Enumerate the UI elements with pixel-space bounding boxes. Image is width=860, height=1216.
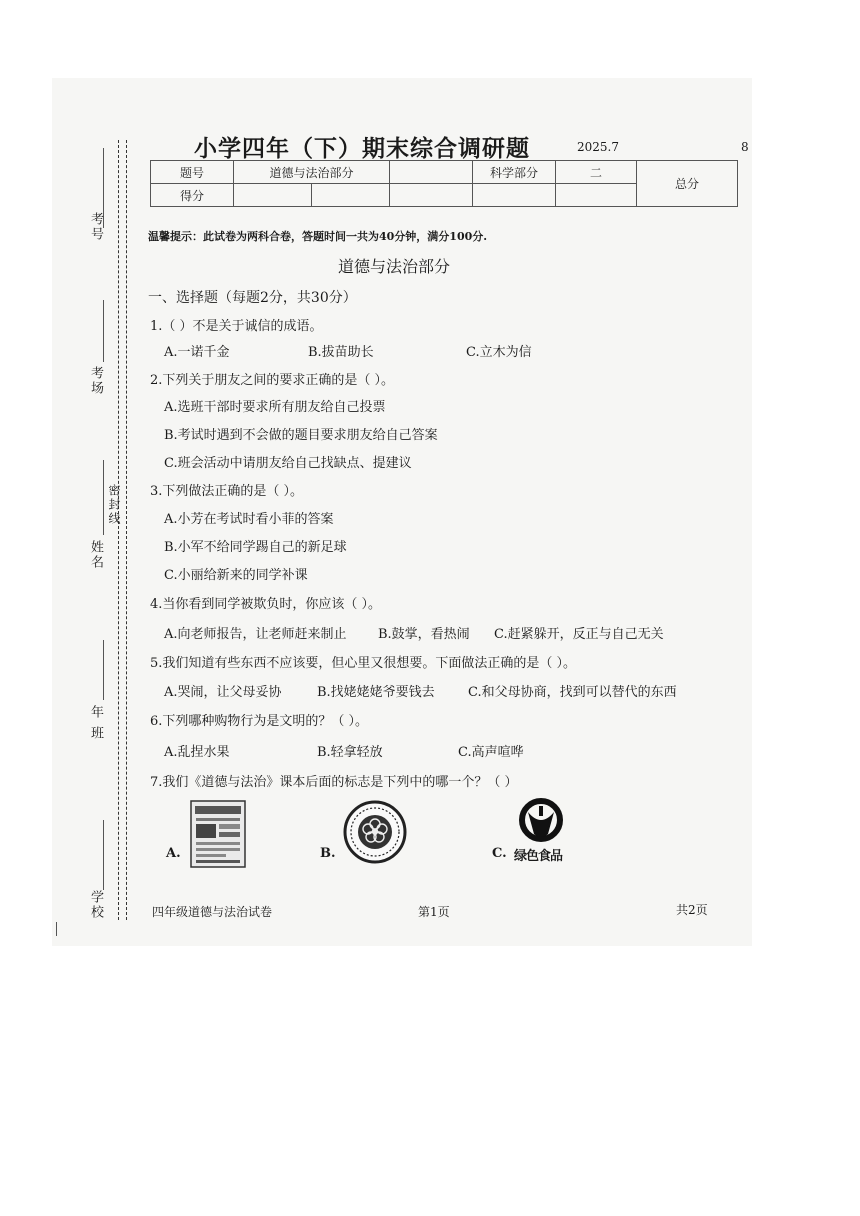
exam-date: 2025.7 (577, 140, 619, 154)
option-a[interactable]: A. (166, 846, 181, 861)
option-a[interactable]: A.一诺千金 (164, 345, 230, 360)
score-cell[interactable] (390, 184, 473, 207)
room-label: 考场 (88, 366, 103, 396)
option-a[interactable]: A.哭闹，让父母妥协 (164, 685, 282, 700)
option-c[interactable]: C.班会活动中请朋友给自己找缺点、提建议 (164, 456, 412, 471)
score-cell[interactable] (556, 184, 637, 207)
score-cell[interactable] (473, 184, 556, 207)
option-b[interactable]: B.拔苗助长 (308, 345, 374, 360)
option-b[interactable]: B. (320, 846, 336, 861)
notice-text: 温馨提示：此试卷为两科合卷，答题时间一共为40分钟，满分100分. (148, 230, 488, 243)
question-stem: 4.当你看到同学被欺负时，你应该（ ）。 (150, 597, 382, 612)
option-a[interactable]: A.选班干部时要求所有朋友给自己投票 (164, 400, 386, 415)
total-header: 总分 (637, 161, 738, 207)
question-stem: 3.下列做法正确的是（ ）。 (150, 484, 304, 499)
total-pages: 共2页 (676, 903, 708, 917)
question-stem: 1.（ ）不是关于诚信的成语。 (150, 319, 323, 334)
option-a-book-cover-image (190, 800, 246, 872)
option-a[interactable]: A.乱捏水果 (164, 745, 230, 760)
row-label-qno: 题号 (151, 161, 234, 184)
option-b[interactable]: B.鼓掌，看热闹 (378, 627, 470, 642)
seal-line-outer (118, 140, 119, 920)
class-blank (103, 640, 104, 700)
score-cell[interactable] (234, 184, 312, 207)
green-food-text: 绿色食品 (514, 849, 563, 864)
question-stem: 7.我们《道德与法治》课本后面的标志是下列中的哪一个？（ ） (150, 775, 518, 790)
question-stem: 5.我们知道有些东西不应该要，但心里又很想要。下面做法正确的是（ ）。 (150, 656, 577, 671)
edge-mark: 8 (741, 140, 749, 154)
school-label: 学校 (88, 890, 103, 920)
seal-label: 密封线 (107, 484, 121, 526)
room-blank (103, 300, 104, 362)
option-c-green-food-logo (514, 798, 568, 868)
score-table (150, 160, 738, 207)
option-a[interactable]: A.小芳在考试时看小菲的答案 (164, 512, 334, 527)
option-c[interactable]: C.和父母协商，找到可以替代的东西 (468, 685, 677, 700)
seal-line-inner (126, 140, 127, 920)
option-b[interactable]: B.轻拿轻放 (317, 745, 383, 760)
class-label: 年 班 (88, 705, 103, 742)
school-blank (103, 820, 104, 890)
option-c[interactable]: C.高声喧哗 (458, 745, 524, 760)
option-b[interactable]: B.考试时遇到不会做的题目要求朋友给自己答案 (164, 428, 438, 443)
group-moral: 道德与法治部分 (234, 161, 390, 184)
option-b[interactable]: B.找姥姥姥爷要钱去 (317, 685, 435, 700)
option-a[interactable]: A.向老师报告，让老师赶来制止 (164, 627, 347, 642)
option-c[interactable]: C.立木为信 (466, 345, 532, 360)
exam-no-label: 考号 (88, 212, 103, 242)
question-stem: 2.下列关于朋友之间的要求正确的是（ ）。 (150, 373, 395, 388)
option-c[interactable]: C.小丽给新来的同学补课 (164, 568, 308, 583)
name-blank (103, 460, 104, 535)
question-stem: 6.下列哪种购物行为是文明的？（ ）。 (150, 714, 369, 729)
page-number: 第1页 (418, 905, 450, 919)
option-c[interactable]: C. (492, 846, 507, 861)
option-c[interactable]: C.赶紧躲开，反正与自己无关 (494, 627, 664, 642)
cell-blank (390, 161, 473, 184)
group-science: 科学部分 (473, 161, 556, 184)
option-b-round-seal-image (343, 800, 407, 868)
footer-left: 四年级道德与法治试卷 (152, 905, 273, 919)
sub-mark: 二 (556, 161, 637, 184)
section-title: 道德与法治部分 (338, 257, 451, 276)
row-label-score: 得分 (151, 184, 234, 207)
page-title: 小学四年（下）期末综合调研题 (194, 135, 530, 162)
name-label: 姓名 (88, 540, 103, 570)
score-cell[interactable] (312, 184, 390, 207)
edge-mark-line (56, 922, 57, 936)
option-b[interactable]: B.小军不给同学踢自己的新足球 (164, 540, 347, 555)
part1-heading: 一、选择题（每题2分，共30分） (148, 290, 357, 306)
